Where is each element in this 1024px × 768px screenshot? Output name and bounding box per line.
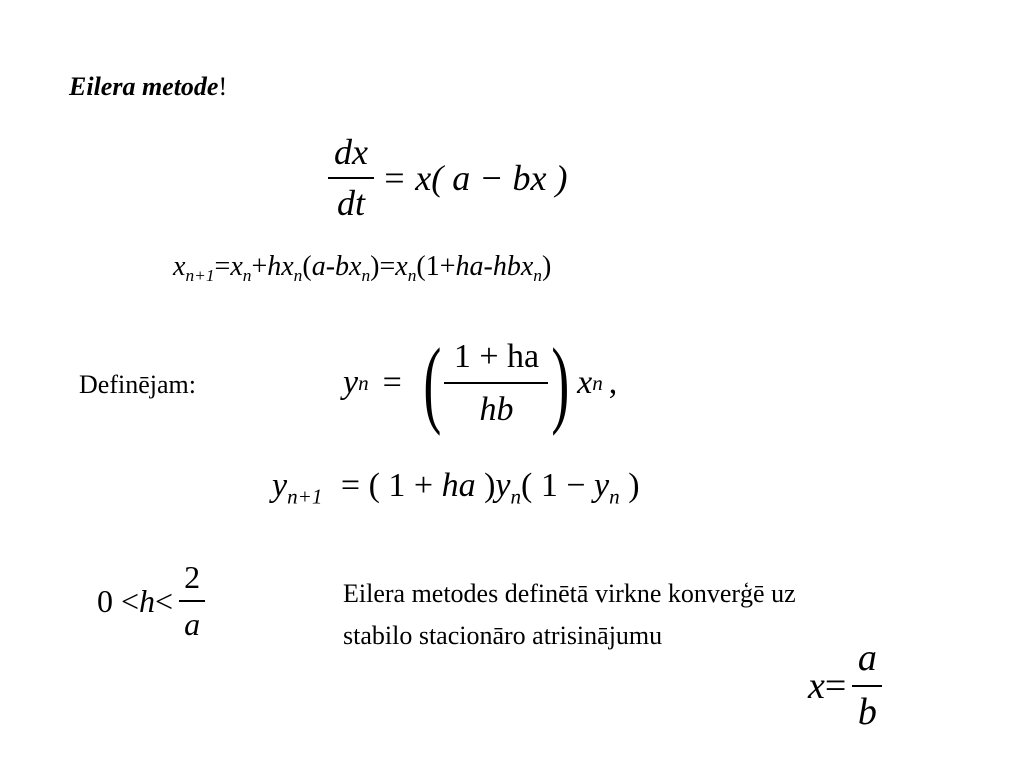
operator: ( xyxy=(302,251,312,282)
subscript: n xyxy=(533,266,542,286)
title-suffix: ! xyxy=(218,72,228,101)
fraction-numerator: 2 xyxy=(184,558,201,595)
fraction-denominator: a xyxy=(184,605,201,642)
equation-definition: y n = ( $\frac{1 + ha}{hb}$ ) x n , xyxy=(343,329,618,437)
term-h: h xyxy=(139,582,156,619)
equation-differential xyxy=(328,128,568,228)
term-y: y xyxy=(272,467,288,504)
operator: ) xyxy=(541,251,552,282)
subscript: n xyxy=(242,266,252,286)
term-y: y xyxy=(495,467,511,504)
term-x: x xyxy=(577,364,593,401)
fraction-numerator xyxy=(454,339,539,383)
operator-equals: = xyxy=(824,665,847,707)
subscript: n xyxy=(361,266,371,286)
term-y: y xyxy=(594,467,610,504)
fraction-denominator: hb xyxy=(479,390,514,428)
slide-title xyxy=(69,72,227,102)
subscript: n xyxy=(407,266,417,286)
subscript: n+1 xyxy=(287,484,323,509)
right-parenthesis: ) xyxy=(551,329,570,437)
subscript: n+1 xyxy=(185,266,215,286)
fraction-dx-dt xyxy=(328,131,374,223)
conclusion-line-2: stabilo stacionāro atrisinājumu xyxy=(343,620,663,650)
equation-euler-recurrence xyxy=(173,251,552,286)
operator: - xyxy=(325,251,336,282)
operator: < xyxy=(155,582,174,619)
fraction-coefficient xyxy=(444,339,548,428)
fraction-a-over-b xyxy=(852,639,882,732)
fraction-numerator: dx xyxy=(334,131,368,172)
equation-logistic-map xyxy=(272,467,640,509)
comma: , xyxy=(608,364,618,401)
term: x xyxy=(230,251,243,282)
subscript: n xyxy=(293,266,303,286)
operator: )= xyxy=(370,251,396,282)
equation-stationary-solution xyxy=(808,636,882,736)
operator: ( 1 − xyxy=(521,467,595,504)
term-x: x xyxy=(808,665,825,707)
fraction-denominator: b xyxy=(857,690,877,733)
fraction-numerator: a xyxy=(857,637,877,680)
equation-step-condition xyxy=(97,553,205,649)
operator: (1+ xyxy=(416,251,456,282)
term-y: y xyxy=(343,364,359,401)
term-ha: ha xyxy=(441,467,476,504)
title-main: Eilera metode xyxy=(69,72,219,101)
operator: - xyxy=(483,251,493,282)
equation-rhs: = x( a − bx ) xyxy=(382,158,568,198)
term: hx xyxy=(267,251,294,282)
term: x xyxy=(173,251,186,282)
subscript: n xyxy=(609,484,620,509)
operator: + xyxy=(251,251,268,282)
term: a xyxy=(311,251,326,282)
conclusion-line-1: Eilera metodes definētā virkne konverģē uz xyxy=(343,579,796,608)
term: ha xyxy=(455,251,484,282)
fraction-denominator: dt xyxy=(336,182,365,223)
fraction-two-over-a xyxy=(179,558,205,642)
operator: ) xyxy=(475,467,496,504)
term: x xyxy=(395,251,408,282)
operator: = ( 1 + xyxy=(340,467,442,504)
operator: ) xyxy=(619,467,640,504)
term: hbx xyxy=(492,251,534,282)
term: bx xyxy=(335,251,362,282)
definition-label: Definējam: xyxy=(79,370,196,399)
numerator-text: 1 + ha xyxy=(453,337,540,375)
operator: = xyxy=(214,251,231,282)
operator-equals: = xyxy=(382,364,402,401)
left-parenthesis: ( xyxy=(423,329,442,437)
operator: 0 < xyxy=(97,582,140,619)
subscript: n xyxy=(510,484,522,509)
